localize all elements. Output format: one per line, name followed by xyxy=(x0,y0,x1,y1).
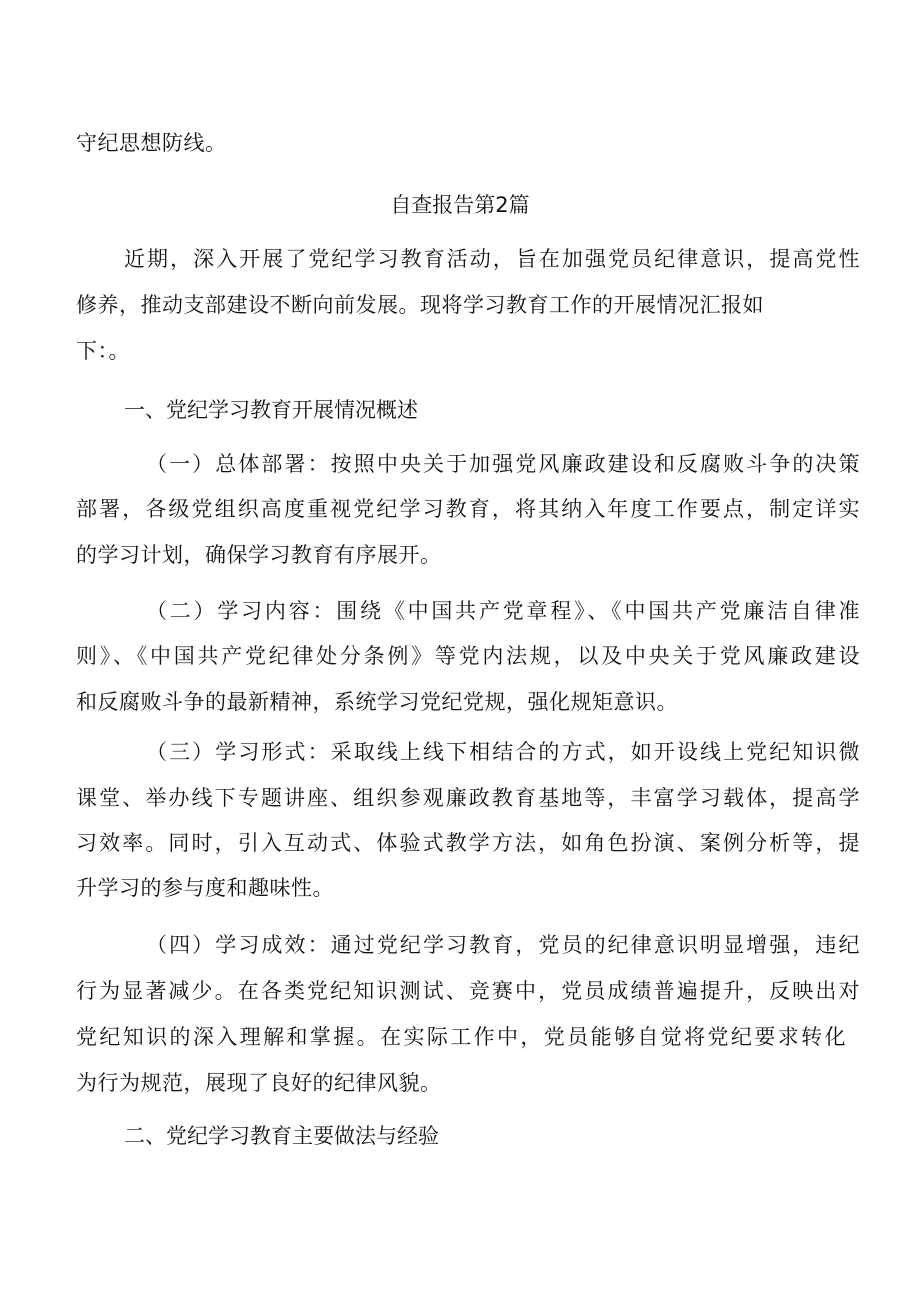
paragraph-line: 行为显著减少。在各类党纪知识测试、竞赛中，党员成绩普遍提升，反映出对 xyxy=(76,979,860,1003)
paragraph-line: （一）总体部署：按照中央关于加强党风廉政建设和反腐败斗争的决策 xyxy=(146,452,860,476)
section-heading: 二、党纪学习教育主要做法与经验 xyxy=(124,1124,439,1148)
paragraph-line: 下：。 xyxy=(76,339,130,363)
paragraph-line: 则》、《中国共产党纪律处分条例》等党内法规，以及中央关于党风廉政建设 xyxy=(76,644,860,668)
paragraph-line: 近期，深入开展了党纪学习教育活动，旨在加强党员纪律意识，提高党性 xyxy=(124,247,860,271)
paragraph-line: 的学习计划，确保学习教育有序展开。 xyxy=(76,543,442,567)
paragraph-line: 课堂、举办线下专题讲座、组织参观廉政教育基地等，丰富学习载体，提高学 xyxy=(76,786,860,810)
paragraph-line: （四）学习成效：通过党纪学习教育，党员的纪律意识明显增强，违纪 xyxy=(146,933,860,957)
paragraph-line: （二）学习内容：围绕《中国共产党章程》、《中国共产党廉洁自律准 xyxy=(146,599,860,623)
paragraph-line: 为行为规范，展现了良好的纪律风貌。 xyxy=(76,1071,442,1095)
document-title: 自查报告第2篇 xyxy=(390,193,530,217)
paragraph-line: 升学习的参与度和趣味性。 xyxy=(76,876,334,900)
text-line: 守纪思想防线。 xyxy=(76,131,227,155)
section-heading: 一、党纪学习教育开展情况概述 xyxy=(124,398,418,422)
paragraph-line: 习效率。同时，引入互动式、体验式教学方法，如角色扮演、案例分析等，提 xyxy=(76,831,860,855)
paragraph-line: 部署，各级党组织高度重视党纪学习教育，将其纳入年度工作要点，制定详实 xyxy=(76,497,860,521)
paragraph-line: 党纪知识的深入理解和掌握。在实际工作中，党员能够自觉将党纪要求转化 xyxy=(76,1025,846,1049)
paragraph-line: （三）学习形式：采取线上线下相结合的方式，如开设线上党纪知识微 xyxy=(146,740,860,764)
paragraph-line: 修养，推动支部建设不断向前发展。现将学习教育工作的开展情况汇报如 xyxy=(76,293,764,317)
paragraph-line: 和反腐败斗争的最新精神，系统学习党纪党规，强化规矩意识。 xyxy=(76,690,678,714)
